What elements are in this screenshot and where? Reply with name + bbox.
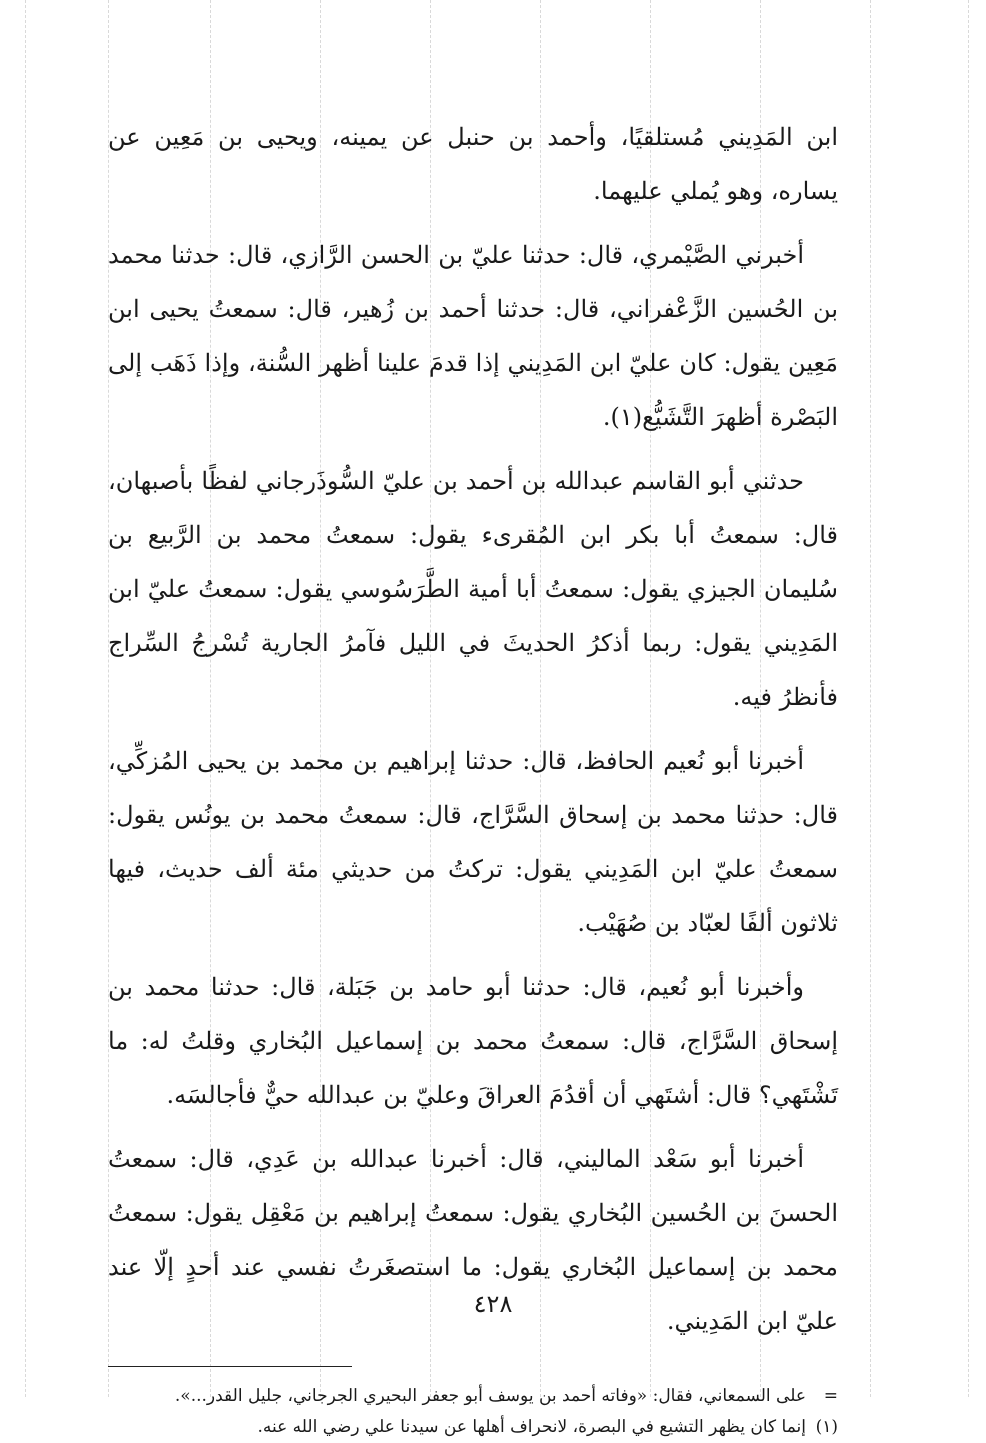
paragraph-6: أخبرنا أبو سَعْد الماليني، قال: أخبرنا عبدالله بن عَدِي، قال: سمعتُ الحسنَ بن الحُسين البُخاري يقول: سمعتُ إبراهيم بن مَعْقِل يقول: سمعتُ محمد بن إسماعيل البُخاري يقول: ما استصغَرتُ نفسي عند أحدٍ إلّا عند عليّ ابن المَدِيني. xyxy=(108,1145,838,1335)
footnote-marker: (١) xyxy=(815,1417,838,1437)
footnote-text: إنما كان يظهر التشيع في البصرة، لانحراف أهلها عن سيدنا علي رضي الله عنه. xyxy=(257,1417,806,1437)
paragraph-3: حدثني أبو القاسم عبدالله بن أحمد بن عليّ السُّوذَرجاني لفظًا بأصبهان، قال: سمعتُ أبا بكر ابن المُقرىء يقول: سمعتُ محمد بن الرَّبيع بن سُليمان الجيزي يقول: سمعتُ أبا أمية الطَّرَسُوسي يقول: سمعتُ عليّ ابن المَدِيني يقول: ربما أذكرُ الحديثَ في الليل فآمرُ الجارية تُسْرجُ السِّراج فأنظرُ فيه. xyxy=(108,467,838,711)
paragraph-2: أخبرني الصَّيْمري، قال: حدثنا عليّ بن الحسن الرَّازي، قال: حدثنا محمد بن الحُسين الزَّعْفراني، قال: حدثنا أحمد بن زُهير، قال: سمعتُ يحيى ابن مَعِين يقول: كان عليّ ابن المَدِيني إذا قدمَ علينا أظهر السُّنة، وإذا ذَهَب إلى البَصْرة أظهرَ التَّشَيُّع(١). xyxy=(108,241,838,431)
paragraph-1: ابن المَدِيني مُستلقيًا، وأحمد بن حنبل عن يمينه، ويحيى بن مَعِين عن يساره، وهو يُملي عليهما. xyxy=(108,123,838,205)
page-number: ٤٢٨ xyxy=(473,1290,513,1318)
paragraph-4: أخبرنا أبو نُعيم الحافظ، قال: حدثنا إبراهيم بن محمد بن يحيى المُزكِّي، قال: حدثنا محمد بن إسحاق السَّرَّاج، قال: سمعتُ محمد بن يونُس يقول: سمعتُ عليّ ابن المَدِيني يقول: تركتُ من حديثي مئة ألف حديث، فيها ثلاثون ألفًا لعبّاد بن صُهَيْب. xyxy=(108,747,838,937)
footnote-marker: = xyxy=(823,1386,838,1406)
footnotes xyxy=(108,1381,838,1443)
footnote-separator xyxy=(108,1366,352,1367)
book-page xyxy=(108,110,838,1443)
footnote-text: على السمعاني، فقال: «وفاته أحمد بن يوسف أبو جعفر البحيري الجرجاني، جليل القدر...». xyxy=(174,1386,806,1406)
footnote-1 xyxy=(108,1412,838,1443)
paragraph-5: وأخبرنا أبو نُعيم، قال: حدثنا أبو حامد بن جَبَلة، قال: حدثنا محمد بن إسحاق السَّرَّاج، قال: سمعتُ محمد بن إسماعيل البُخاري وقلتُ له: ما تَشْتَهي؟ قال: أشتَهي أن أقدُمَ العراقَ وعليّ بن عبدالله حيٌّ فأجالسَه. xyxy=(108,973,838,1109)
